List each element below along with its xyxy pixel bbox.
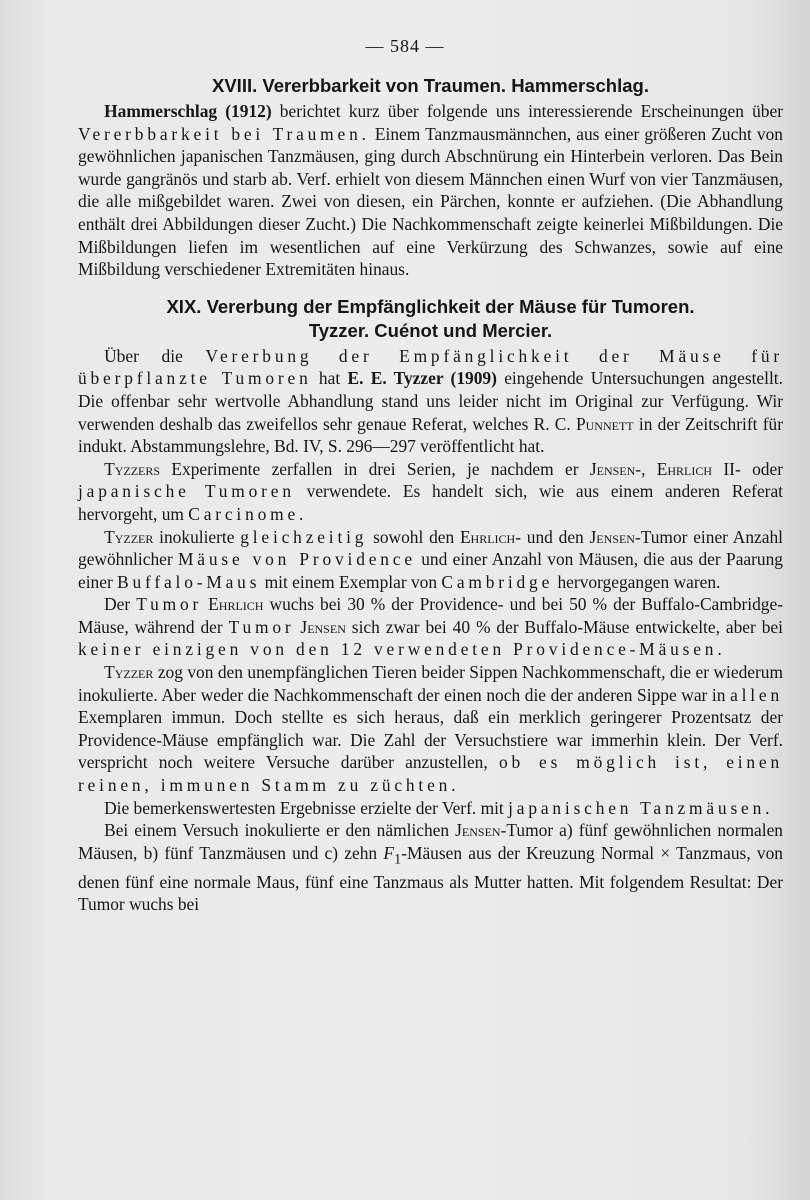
section-19-heading-line2: Tyzzer. Cuénot und Mercier. xyxy=(308,319,553,341)
page-number: — 584 — xyxy=(365,36,445,56)
section-19-paragraph-2: Tyzzers Experimente zerfallen in drei Serien, je nachdem er Jensen-, Ehrlich II- oder japanische Tumoren verwendete. Es handelt sich, wie aus einem anderen Referat hervorgeht, um Carcinome. xyxy=(78,458,784,524)
section-19-paragraph-4: Der Tumor Ehrlich wuchs bei 30 % der Providence- und bei 50 % der Buffalo-Cambridge-Mäuse, während der Tumor Jensen sich zwar bei 40 % der Buffalo-Mäuse entwickelte, aber bei keiner einzigen von den 12 verwendeten Providence-Mäusen. xyxy=(78,594,784,660)
section-19-heading-line1: XIX. Vererbung der Empfänglichkeit der Mäuse für Tumoren. xyxy=(166,295,695,317)
author-citation: Hammerschlag (1912) xyxy=(104,101,272,121)
section-18-heading: XVIII. Vererbbarkeit von Traumen. Hammerschlag. xyxy=(212,75,649,96)
section-19-heading xyxy=(78,295,783,343)
section-19-paragraph-5: Tyzzer zog von den unempfänglichen Tieren beider Sippen Nachkommenschaft, die er wiederum inokulierte. Aber weder die Nachkommenschaft der einen noch die der anderen Sippe war in allen Exemplaren immun. Doch stellte es sich heraus, daß ein merklich geringerer Prozentsatz der Providence-Mäuse empfänglich war. Die Zahl der Versuchstiere war immerhin klein. Der Verf. verspricht noch weitere Versuche darüber anzustellen, ob es möglich ist, einen reinen, immunen Stamm zu züchten. xyxy=(78,662,783,796)
section-18-paragraph: Hammerschlag (1912) berichtet kurz über folgende uns interessierende Erscheinungen über Vererbbarkeit bei Traumen. Einem Tanzmausmännchen, aus einer größeren Zucht von gewöhnlichen japanischen Tanzmäusen, ging durch Abschnürung ein Hinterbein verloren. Das Bein wurde gangränös und starb ab. Verf. erhielt von diesem Männchen einen Wurf von vier Tanzmäusen, die alle mißgebildet waren. Zwei von diesen, ein Pärchen, konnte er aufziehen. (Die Abhandlung enthält drei Abbildungen dieser Zucht.) Die Nachkommenschaft zeigte keinerlei Mißbildungen. Die Mißbildungen liefen im wesentlichen auf eine Verkürzung des Schwanzes, sowie auf eine Mißbildung verschiedener Extremitäten hinaus. xyxy=(78,101,784,280)
section-19-paragraph-7: Bei einem Versuch inokulierte er den nämlichen Jensen-Tumor a) fünf gewöhnlichen normalen Mäusen, b) fünf Tanzmäusen und c) zehn $F_1$-Mäusen aus der Kreuzung Normal × Tanzmaus, von denen fünf eine normale Maus, fünf eine Tanzmaus als Mutter hatten. Mit folgendem Resultat: Der Tumor wuchs bei xyxy=(78,820,783,915)
section-19-paragraph-1: Über die Vererbung der Empfänglichkeit der Mäuse für überpflanzte Tumoren hat E. E. Tyzzer (1909) eingehende Untersuchungen angestellt. Die offenbar sehr wertvolle Abhandlung stand uns leider nicht im Original zur Verfügung. Wir verwenden deshalb das zweifellos sehr genaue Referat, welches R. C. Punnett in der Zeitschrift für indukt. Abstammungslehre, Bd. IV, S. 296—297 veröffentlicht hat. xyxy=(78,345,783,457)
author-citation: E. E. Tyzzer (1909) xyxy=(347,368,497,389)
section-19-paragraph-6: Die bemerkenswertesten Ergebnisse erzielte der Verf. mit japanischen Tanzmäusen. xyxy=(104,797,774,818)
section-19-paragraph-3: Tyzzer inokulierte gleichzeitig sowohl den Ehrlich- und den Jensen-Tumor einer Anzahl gewöhnlicher Mäuse von Providence und einer Anzahl von Mäusen, die aus der Paarung einer Buffalo-Maus mit einem Exemplar von Cambridge hervorgegangen waren. xyxy=(78,526,784,592)
page-body xyxy=(78,74,783,916)
